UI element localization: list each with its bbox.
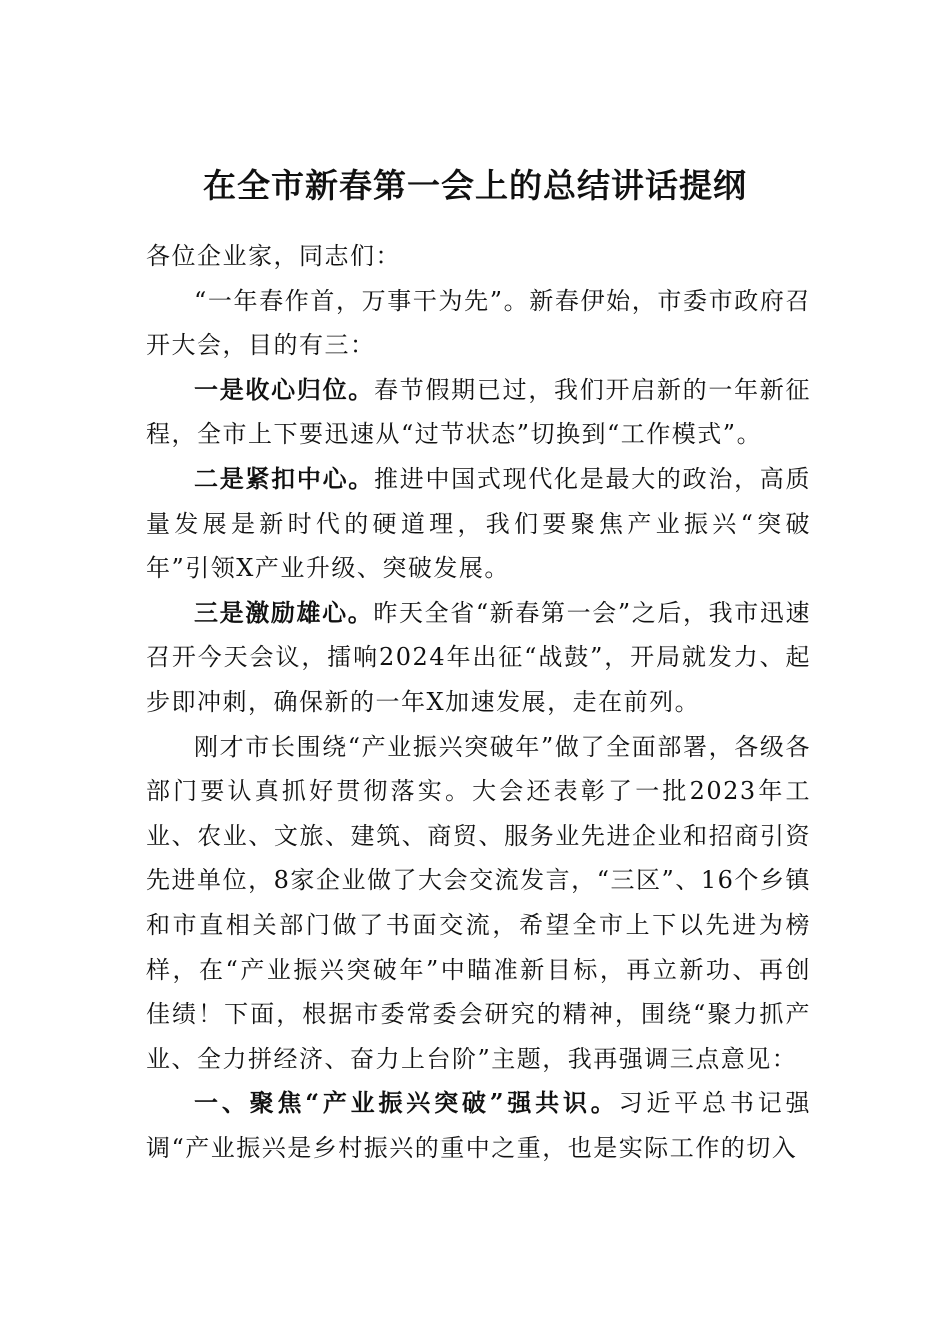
purpose-paragraph-1 — [146, 368, 811, 457]
section-1-paragraph — [146, 1081, 811, 1170]
purpose-lead-2: 二是紧扣中心。 — [194, 463, 375, 493]
salutation: 各位企业家，同志们： — [146, 242, 401, 270]
purpose-lead-3: 三是激励雄心。 — [194, 597, 374, 627]
summary-paragraph: 刚才市长围绕“产业振兴突破年”做了全面部署，各级各部门要认真抓好贯彻落实。大会还表彰了一批2023年工业、农业、文旅、建筑、商贸、服务业先进企业和招商引资先进单位，8家企业做了大会交流发言，“三区”、16个乡镇和市直相关部门做了书面交流，希望全市上下以先进为榜样，在“产业振兴突破年”中瞄准新目标，再立新功、再创佳绩！下面，根据市委常委会研究的精神，围绕“聚力抓产业、全力拼经济、奋力上台阶”主题，我再强调三点意见： — [146, 732, 811, 1073]
document-body — [146, 234, 811, 1170]
purpose-paragraph-2 — [146, 457, 811, 591]
purpose-text-2: 推进中国式现代化是最大的政治，高质量发展是新时代的硬道理，我们要聚焦产业振兴“突破年”引领X产业升级、突破发展。 — [146, 464, 812, 583]
purpose-text-1: 春节假期已过，我们开启新的一年新征程，全市上下要迅速从“过节状态”切换到“工作模式”。 — [146, 375, 812, 449]
section-1-heading: 一、聚焦“产业振兴突破”强共识。 — [194, 1088, 619, 1118]
purpose-text-3: 昨天全省“新春第一会”之后，我市迅速召开今天会议，擂响2024年出征“战鼓”，开局就发力、起步即冲刺，确保新的一年X加速发展，走在前列。 — [146, 598, 812, 716]
section-1-text: 习近平总书记强调“产业振兴是乡村振兴的重中之重，也是实际工作的切入 — [146, 1089, 812, 1162]
intro-paragraph: “一年春作首，万事干为先”。新春伊始，市委市政府召开大会，目的有三： — [146, 286, 811, 360]
purpose-paragraph-3 — [146, 591, 811, 725]
purpose-lead-1: 一是收心归位。 — [194, 374, 375, 404]
document-title: 在全市新春第一会上的总结讲话提纲 — [203, 166, 747, 205]
